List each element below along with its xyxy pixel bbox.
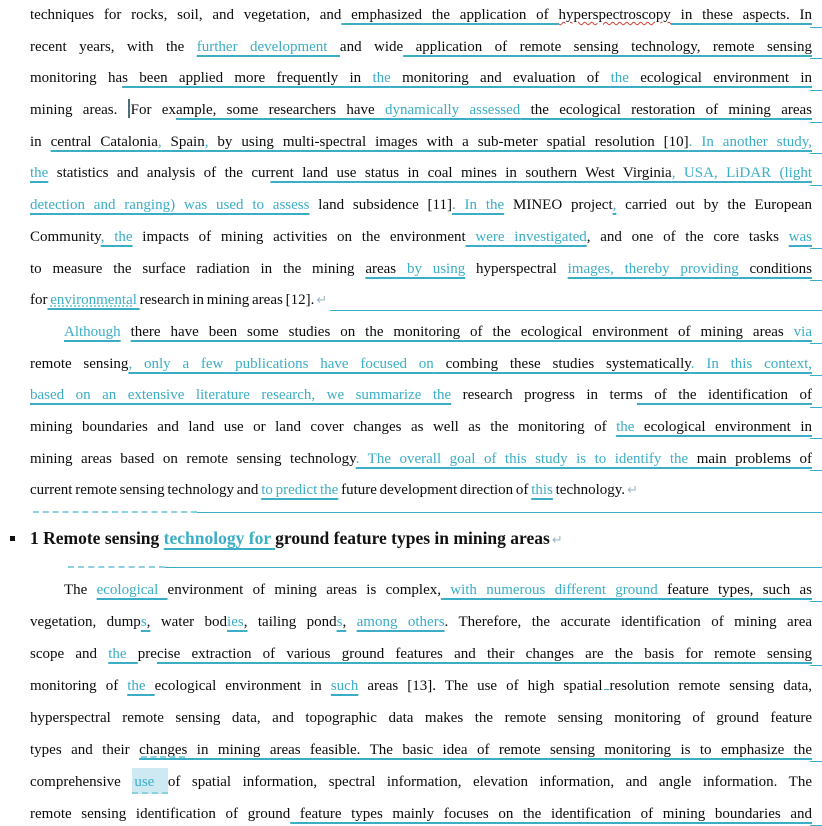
inserted-text: , (612, 197, 617, 214)
text-line[interactable] (30, 158, 812, 190)
text-segment: tailing pond (247, 614, 337, 630)
text-segment: 1 Remote sensing (30, 528, 164, 548)
text-segment: research in mining areas [12]. (139, 292, 315, 309)
text-segment: feature types mainly focuses on the identification of mining boundaries and (290, 806, 813, 822)
text-segment: changes (139, 742, 188, 758)
text-line[interactable] (30, 317, 812, 349)
text-segment: in (30, 133, 51, 150)
inserted-text: further development (196, 38, 340, 55)
text-segment: s of the identification of (636, 387, 812, 404)
text-segment (346, 614, 356, 630)
inserted-text: , USA, LiDAR (light (671, 165, 812, 182)
text-line[interactable] (30, 638, 812, 670)
text-segment: combing these studies systematically (433, 355, 691, 372)
paragraph-block-section1 (30, 574, 812, 826)
text-line[interactable] (30, 32, 812, 64)
text-segment: conditions (738, 260, 813, 277)
text-segment: areas [13]. The use of high spatial (358, 678, 603, 694)
inserted-text: ies (227, 614, 244, 630)
text-segment: comprehensive (30, 774, 133, 790)
text-segment: water bod (150, 614, 228, 630)
text-line[interactable] (30, 766, 812, 798)
text-segment: , (342, 614, 347, 630)
format-change-mark (604, 685, 609, 690)
text-line[interactable] (30, 574, 812, 606)
text-segment: rent land use status in coal mines in southern West Virginia (270, 165, 672, 182)
inserted-paragraph-line (330, 310, 822, 311)
text-segment: For ex (130, 102, 176, 119)
text-line[interactable] (30, 285, 812, 317)
inserted-text: , (204, 133, 209, 150)
text-segment: there have been some studies on the monitoring of the ecological environment of mining areas (130, 323, 794, 340)
inserted-text: only a few publications have focused on (143, 355, 434, 372)
text-segment: scope and (30, 646, 109, 662)
inserted-text: the (616, 418, 635, 435)
inserted-text: , the (100, 228, 133, 245)
inserted-text: among others (356, 614, 445, 630)
text-segment: pre (137, 646, 157, 662)
text-segment: , (243, 614, 248, 630)
text-segment: ecological environment in (154, 678, 331, 694)
text-segment: monitoring of (30, 678, 128, 694)
text-line[interactable] (30, 380, 812, 412)
text-segment: , (146, 614, 151, 630)
text-segment: for (30, 292, 48, 309)
tracked-change-divider-top (33, 511, 822, 513)
text-segment: ecological environment in (634, 418, 812, 435)
text-segment: of spatial information, spectral information, elevation information, and angle information. The (167, 774, 812, 790)
inserted-text: with numerous different ground (440, 582, 658, 598)
format-change-dashed-line (33, 511, 197, 513)
section-heading (30, 522, 812, 554)
text-segment: carried out by the European (616, 197, 813, 214)
text-segment: ample, some researchers have (175, 102, 386, 119)
text-line[interactable] (30, 798, 812, 826)
text-line[interactable] (30, 349, 812, 381)
text-line[interactable] (30, 734, 812, 766)
paragraph-mark-icon: ↵ (551, 533, 563, 548)
text-segment: main problems of (688, 450, 812, 467)
text-segment: Community (30, 228, 101, 245)
text-segment: monitoring and evaluation of (390, 70, 611, 87)
inserted-text: , (128, 355, 144, 372)
text-segment: remote sensing (30, 355, 129, 372)
text-line[interactable] (30, 412, 812, 444)
text-segment: statistics and analysis of the cur (48, 165, 271, 182)
text-segment: ground feature types in mining areas (275, 528, 550, 548)
text-segment: in these aspects. In (670, 7, 812, 23)
text-segment: mining boundaries and land use or land cover changes as well as the monitoring of (30, 418, 617, 435)
inserted-text: technology for (163, 528, 276, 548)
text-line[interactable] (30, 444, 812, 476)
inserted-text: environmental (47, 292, 140, 309)
text-segment: MINEO project (504, 197, 613, 214)
text-line[interactable] (30, 222, 812, 254)
inserted-text: such (330, 678, 359, 694)
text-line[interactable] (30, 63, 812, 95)
text-segment: s been applied more frequently in (122, 70, 373, 87)
text-segment: recent years, with the (30, 38, 197, 55)
text-line[interactable] (30, 0, 812, 32)
inserted-text: s (140, 614, 147, 630)
text-segment (121, 324, 131, 340)
text-segment: research progress in term (451, 387, 637, 404)
text-segment: to measure the surface radiation in the mining (30, 260, 366, 277)
format-change-dashed-line (68, 566, 165, 568)
inserted-text: the (610, 70, 629, 87)
text-line[interactable] (30, 190, 812, 222)
inserted-text: detection and ranging) was used to assess (30, 197, 310, 214)
text-segment: . Therefore, the accurate identification of mining area (444, 614, 813, 630)
inserted-text: via (793, 323, 812, 340)
tracked-change-divider-bottom (68, 566, 822, 568)
text-line[interactable] (30, 606, 812, 638)
text-line[interactable] (30, 127, 812, 159)
text-segment: current remote sensing technology and (30, 482, 262, 499)
inserted-text: dynamically assessed (385, 102, 521, 119)
text-segment: ecological environment in (628, 70, 812, 87)
text-segment: monitoring ha (30, 70, 123, 87)
text-segment: the ecological restoration of mining areas (520, 102, 813, 119)
inserted-text: this (531, 482, 553, 499)
inserted-text: the (30, 165, 49, 182)
inserted-text: s (336, 614, 343, 630)
text-segment: and wide (339, 38, 404, 55)
inserted-text: by using (396, 260, 466, 277)
text-segment: hyperspectroscopy (558, 7, 671, 23)
inserted-text: images, thereby providing (567, 260, 739, 277)
text-segment: hyperspectral (465, 260, 568, 277)
text-segment: future development direction of (338, 482, 532, 499)
inserted-text: the (127, 678, 155, 694)
paragraph-mark-icon: ↵ (627, 483, 638, 499)
text-segment: types and their (30, 742, 140, 758)
text-segment: feature types, such as (657, 582, 812, 598)
inserted-text: based on an extensive literature research, we summarize the (30, 387, 452, 404)
text-segment: land subsidence [11] (309, 197, 452, 214)
text-segment: and one of the core tasks (590, 228, 789, 245)
inserted-text: was (788, 228, 812, 245)
text-segment: resolution remote sensing data, (609, 678, 812, 694)
text-segment: emphasized the application of (341, 7, 559, 23)
text-segment: by using multi-spectral images with a sub-meter spatial resolution [10] (208, 133, 689, 150)
inserted-text: . In this context, (690, 355, 812, 372)
text-cursor (128, 99, 130, 118)
text-line[interactable] (30, 475, 812, 507)
text-line[interactable] (30, 522, 812, 554)
text-segment: remote sensing identification of ground (30, 806, 291, 822)
inserted-rule-line (165, 566, 822, 568)
text-line[interactable] (30, 702, 812, 734)
inserted-text: Although (64, 323, 121, 340)
text-segment: Spain (161, 133, 205, 150)
text-line[interactable] (30, 254, 812, 286)
text-segment: hyperspectral remote sensing data, and topographic data makes the remote sensing monitoring of ground feature (30, 710, 812, 726)
text-segment: techniques for rocks, soil, and vegetation, and (30, 7, 342, 23)
inserted-text: . In another study, (688, 133, 813, 150)
text-segment: , (586, 228, 591, 245)
text-segment: mining areas based on remote sensing technology (30, 450, 356, 467)
text-segment: impacts of mining activities on the environment (132, 228, 466, 245)
heading-outline-bullet-icon (10, 536, 15, 541)
inserted-text: were investigated (465, 228, 587, 245)
text-segment: application of remote sensing technology, remote sensing (403, 38, 813, 55)
inserted-text: to predict the (261, 482, 339, 499)
inserted-text: , (157, 133, 162, 150)
text-segment: The (64, 582, 97, 598)
text-line[interactable] (30, 95, 812, 127)
text-line[interactable] (30, 670, 812, 702)
text-segment: mining areas. (30, 102, 128, 119)
inserted-text: . In the (451, 197, 505, 214)
inserted-text: the (108, 646, 138, 662)
text-segment: in mining areas feasible. The basic idea of remote sensing monitoring is to emphasize the (187, 742, 813, 758)
text-segment: central Catalonia (50, 133, 158, 150)
text-segment: cise extraction of various ground features and their changes are the basis for remote sensing (156, 646, 813, 662)
text-segment: environment of mining areas is complex, (167, 582, 441, 598)
text-segment: technology. (552, 482, 626, 499)
text-segment: vegetation, dump (30, 614, 141, 630)
paragraph-mark-icon: ↵ (316, 293, 328, 309)
text-segment: areas (365, 260, 397, 277)
highlighted-text: use (132, 768, 168, 794)
inserted-rule-line (197, 511, 822, 513)
paragraph-block-intro (30, 0, 812, 507)
inserted-text: . The overall goal of this study is to identify the (355, 450, 689, 467)
text-segment-sequence (30, 285, 327, 317)
inserted-text: the (372, 70, 391, 87)
inserted-text: ecological (96, 582, 168, 598)
